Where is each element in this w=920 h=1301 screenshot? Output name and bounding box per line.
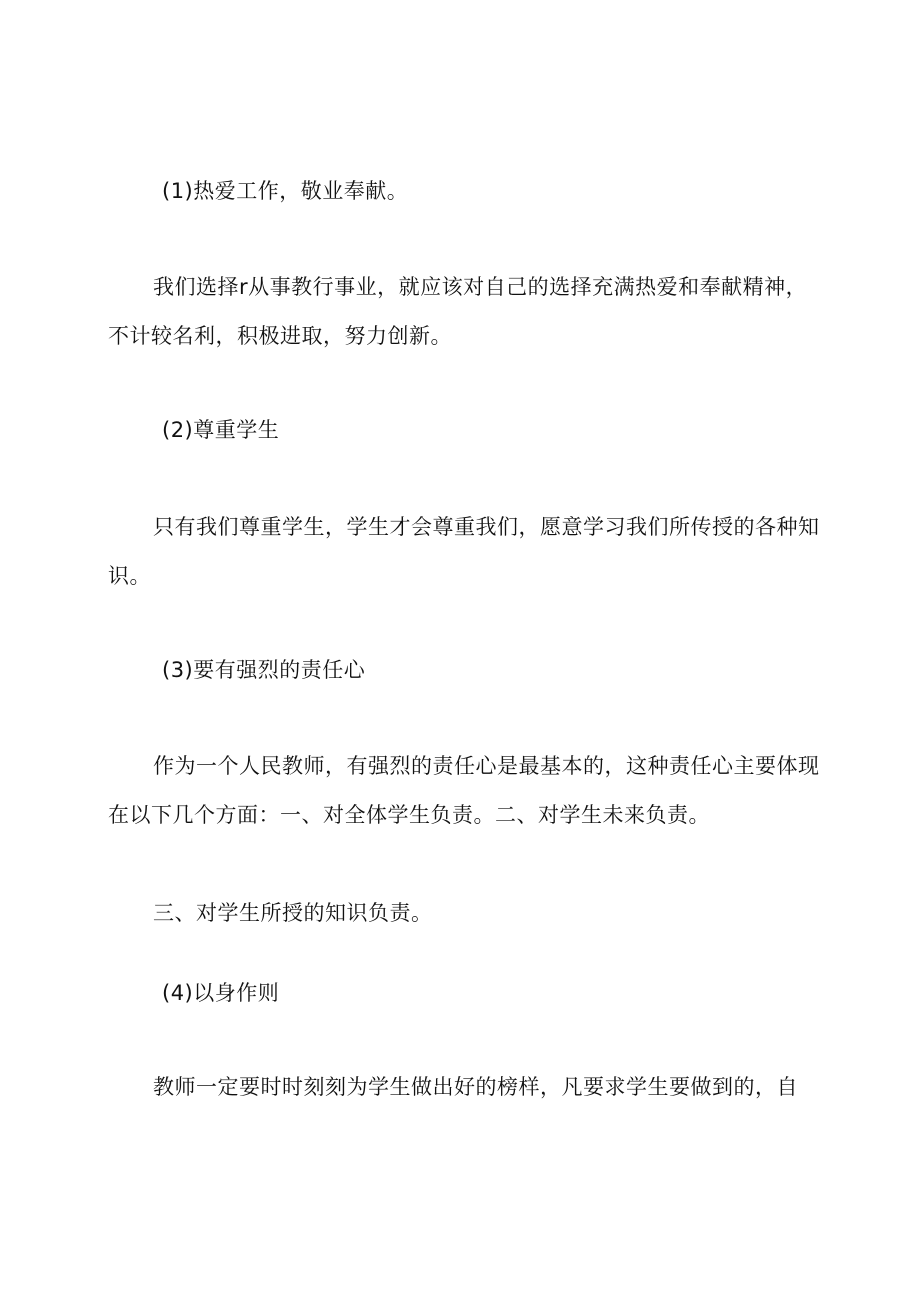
section-heading-3: (3)要有强烈的责任心	[162, 658, 366, 682]
paragraph-3-extra: 三、对学生所授的知识负责。	[153, 901, 433, 925]
paragraph-2-line-1: 只有我们尊重学生，学生才会尊重我们，愿意学习我们所传授的各种知	[153, 515, 820, 539]
paragraph-3-line-2: 在以下几个方面：一、对全体学生负责。二、对学生未来负责。	[108, 803, 710, 827]
paragraph-1-line-2: 不计较名利，积极进取，努力创新。	[108, 324, 452, 348]
section-heading-1: (1)热爱工作，敬业奉献。	[162, 179, 409, 203]
paragraph-2-line-2: 识。	[108, 564, 151, 588]
section-heading-2: (2)尊重学生	[162, 418, 280, 442]
paragraph-4-line-1: 教师一定要时时刻刻为学生做出好的榜样，凡要求学生要做到的，自	[153, 1075, 798, 1099]
paragraph-1-line-1: 我们选择r从事教行事业，就应该对自己的选择充满热爱和奉献精神，	[153, 275, 808, 299]
paragraph-3-line-1: 作为一个人民教师，有强烈的责任心是最基本的，这种责任心主要体现	[153, 754, 820, 778]
section-heading-4: (4)以身作则	[162, 981, 280, 1005]
